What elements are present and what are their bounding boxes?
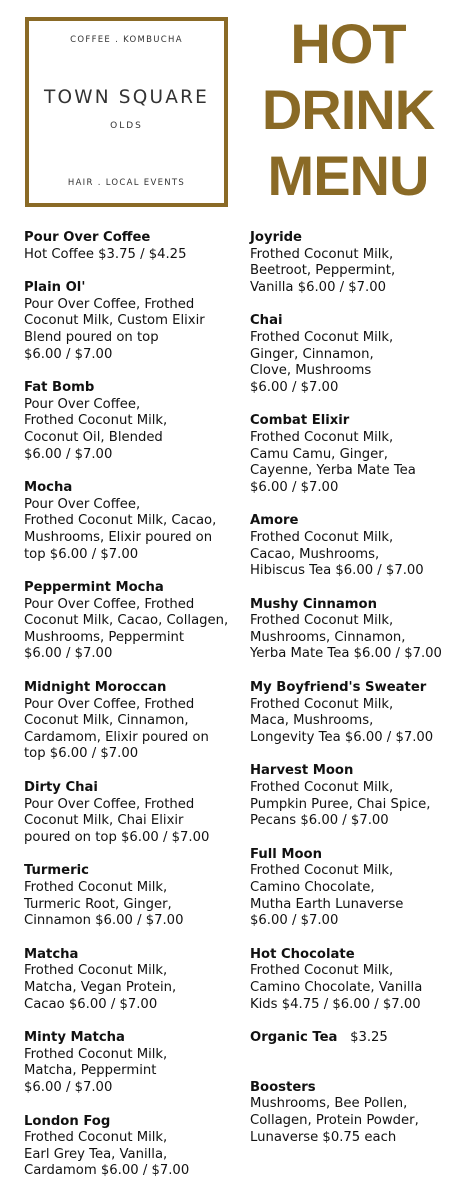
- item-name: Organic Tea: [250, 1030, 338, 1046]
- item-description: Frothed Coconut Milk, Turmeric Root, Ginger, Cinnamon $6.00 / $7.00: [24, 880, 184, 929]
- menu-item: [250, 513, 455, 579]
- menu-item: [250, 1030, 455, 1047]
- menu-item: [250, 1080, 455, 1146]
- item-description: Pour Over Coffee, Frothed Coconut Milk, Custom Elixir Blend poured on top $6.00 / $7.00: [24, 296, 205, 362]
- item-description: Frothed Coconut Milk, Beetroot, Peppermint, Vanilla $6.00 / $7.00: [250, 246, 396, 295]
- item-name: Chai: [250, 313, 283, 329]
- menu-item: [24, 230, 234, 263]
- item-name: Midnight Moroccan: [24, 680, 167, 696]
- menu-item: [250, 413, 455, 496]
- item-name: My Boyfriend's Sweater: [250, 680, 427, 696]
- menu-item: [24, 480, 234, 563]
- item-name: Pour Over Coffee: [24, 230, 151, 245]
- item-description: Frothed Coconut Milk, Camino Chocolate, Vanilla Kids $4.75 / $6.00 / $7.00: [250, 963, 423, 1012]
- item-name: Plain Ol': [24, 280, 86, 296]
- menu-column-left: [24, 230, 234, 1180]
- menu-column-right: [250, 230, 455, 1146]
- item-description: Pour Over Coffee, Frothed Coconut Milk, Chai Elixir poured on top $6.00 / $7.00: [24, 796, 210, 845]
- item-name: Harvest Moon: [250, 763, 354, 779]
- menu-item: [250, 230, 455, 296]
- item-price: $3.25: [350, 1030, 388, 1046]
- item-description: Hot Coffee $3.75 / $4.25: [24, 246, 187, 262]
- title-line-1: HOT: [290, 12, 406, 75]
- menu-item: [24, 863, 234, 929]
- item-description: Frothed Coconut Milk, Camino Chocolate, Mutha Earth Lunaverse $6.00 / $7.00: [250, 863, 404, 929]
- item-description: Frothed Coconut Milk, Ginger, Cinnamon, Clove, Mushrooms $6.00 / $7.00: [250, 329, 394, 395]
- menu-item: [250, 847, 455, 930]
- item-name: Turmeric: [24, 863, 89, 879]
- menu-item: [24, 1114, 234, 1180]
- menu-item: [24, 947, 234, 1013]
- item-description: Pour Over Coffee, Frothed Coconut Milk, Cinnamon, Cardamom, Elixir poured on top $6.00 / $7.00: [24, 696, 209, 762]
- item-name: Full Moon: [250, 846, 323, 862]
- menu-item: [24, 580, 234, 663]
- item-description: Mushrooms, Bee Pollen, Collagen, Protein Powder, Lunaverse $0.75 each: [250, 1096, 419, 1145]
- item-name: Matcha: [24, 946, 79, 962]
- item-description: Frothed Coconut Milk, Matcha, Peppermint $6.00 / $7.00: [24, 1046, 168, 1095]
- item-name: Joyride: [250, 230, 302, 245]
- item-name: Boosters: [250, 1079, 316, 1095]
- menu-item: [24, 1030, 234, 1096]
- menu-item: [24, 680, 234, 763]
- item-description: Frothed Coconut Milk, Earl Grey Tea, Vanilla, Cardamom $6.00 / $7.00: [24, 1130, 190, 1179]
- item-description: Frothed Coconut Milk, Pumpkin Puree, Chai Spice, Pecans $6.00 / $7.00: [250, 780, 431, 829]
- item-name: Amore: [250, 513, 299, 529]
- logo-tagline-top: COFFEE . KOMBUCHA: [70, 35, 183, 45]
- item-name: Fat Bomb: [24, 380, 95, 396]
- item-name: Combat Elixir: [250, 413, 350, 429]
- logo: [25, 17, 228, 207]
- menu-item: [24, 380, 234, 463]
- logo-location: OLDS: [110, 121, 143, 131]
- item-description: Pour Over Coffee, Frothed Coconut Milk, Cacao, Collagen, Mushrooms, Peppermint $6.00 / $7.00: [24, 596, 229, 662]
- item-name: Peppermint Mocha: [24, 580, 164, 596]
- item-description: Frothed Coconut Milk, Mushrooms, Cinnamon, Yerba Mate Tea $6.00 / $7.00: [250, 613, 442, 662]
- item-name: Mushy Cinnamon: [250, 596, 378, 612]
- menu-item: [24, 780, 234, 846]
- title-line-2: DRINK: [261, 78, 435, 141]
- item-name: Hot Chocolate: [250, 946, 355, 962]
- item-description: Pour Over Coffee, Frothed Coconut Milk, Coconut Oil, Blended $6.00 / $7.00: [24, 396, 168, 462]
- item-description: Frothed Coconut Milk, Cacao, Mushrooms, Hibiscus Tea $6.00 / $7.00: [250, 529, 424, 579]
- menu-item: [250, 313, 455, 396]
- menu-item: [24, 280, 234, 363]
- item-name: Minty Matcha: [24, 1030, 125, 1046]
- title-line-3: MENU: [267, 144, 429, 207]
- item-description: Frothed Coconut Milk, Matcha, Vegan Protein, Cacao $6.00 / $7.00: [24, 963, 177, 1012]
- menu-item: [250, 597, 455, 663]
- item-name: London Fog: [24, 1113, 111, 1129]
- menu-item: [250, 680, 455, 746]
- item-name: Mocha: [24, 480, 73, 496]
- logo-name: TOWN SQUARE: [43, 87, 210, 108]
- item-description: Frothed Coconut Milk, Maca, Mushrooms, Longevity Tea $6.00 / $7.00: [250, 696, 434, 745]
- item-description: Pour Over Coffee, Frothed Coconut Milk, Cacao, Mushrooms, Elixir poured on top $6.00 / $7.00: [24, 496, 217, 562]
- logo-tagline-bottom: HAIR . LOCAL EVENTS: [67, 178, 186, 188]
- item-description: Frothed Coconut Milk, Camu Camu, Ginger, Cayenne, Yerba Mate Tea $6.00 / $7.00: [250, 429, 416, 495]
- menu-item: [250, 763, 455, 829]
- menu-item: [250, 947, 455, 1013]
- item-name: Dirty Chai: [24, 780, 98, 796]
